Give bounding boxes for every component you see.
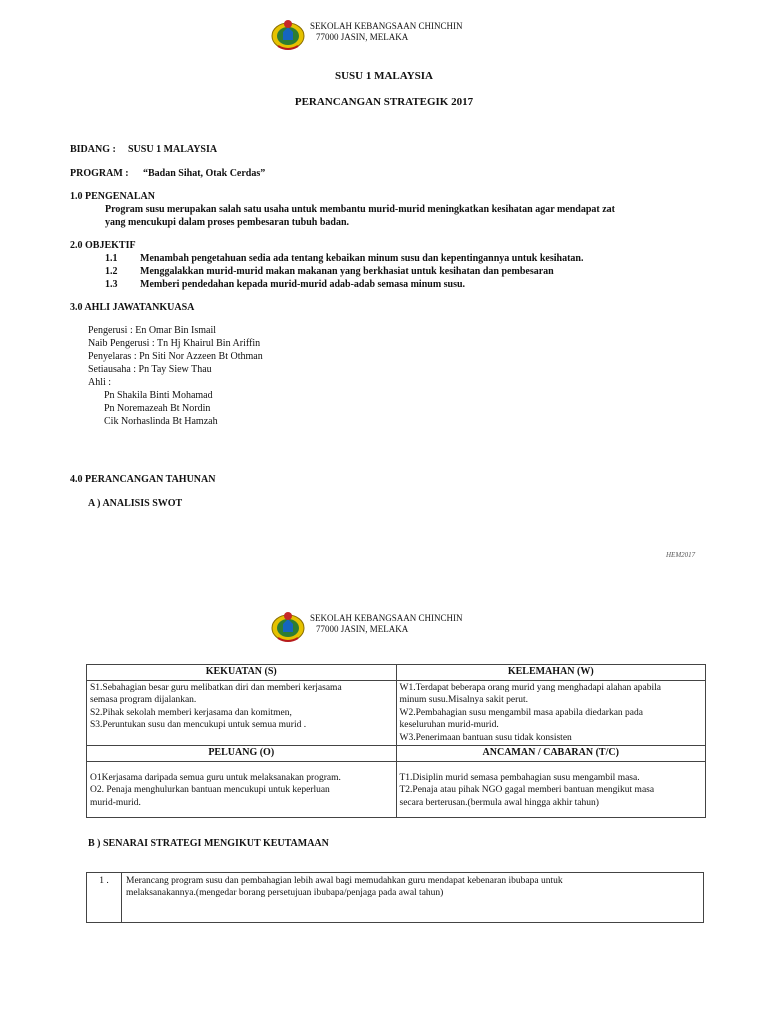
- strategy-line: melaksanakannya.(mengedar borang persetujuan ibubapa/penjaga pada awal tahun): [126, 888, 444, 898]
- pengenalan-line: yang mencukupi dalam proses pembesaran tubuh badan.: [105, 217, 350, 228]
- swot-threats-cell: [396, 761, 706, 818]
- section-ahli-heading: 3.0 AHLI JAWATANKUASA: [70, 302, 195, 313]
- swot-heading: A ) ANALISIS SWOT: [88, 498, 183, 509]
- ahli-line: Naib Pengerusi : Tn Hj Khairul Bin Ariffin: [88, 338, 261, 349]
- strategi-heading: B ) SENARAI STRATEGI MENGIKUT KEUTAMAAN: [88, 838, 329, 849]
- section-pengenalan-heading: 1.0 PENGENALAN: [70, 191, 156, 202]
- doc-title: SUSU 1 MALAYSIA: [334, 70, 433, 82]
- objektif-num: 1.3: [105, 279, 118, 290]
- swot-line: O2. Penaja menghulurkan bantuan mencukupi untuk keperluan: [90, 785, 330, 795]
- swot-line: W3.Penerimaan bantuan susu tidak konsisten: [399, 732, 572, 743]
- objektif-text: Memberi pendedahan kepada murid-murid adab-adab semasa minum susu.: [140, 279, 466, 290]
- swot-weaknesses-header: KELEMAHAN (W): [396, 665, 706, 681]
- strategy-line: Merancang program susu dan pembahagian lebih awal bagi memudahkan guru mendapat kebenaran ibubapa untuk: [126, 876, 563, 886]
- ahli-member: Cik Norhaslinda Bt Hamzah: [104, 416, 218, 427]
- ahli-line: Setiausaha : Pn Tay Siew Thau: [88, 364, 212, 375]
- ahli-member: Pn Shakila Binti Mohamad: [104, 390, 213, 401]
- school-crest-icon: [270, 608, 306, 644]
- objektif-num: 1.2: [105, 266, 118, 277]
- program-label: PROGRAM :: [70, 168, 129, 179]
- school-crest-icon: [270, 16, 306, 52]
- swot-weaknesses-cell: [396, 680, 706, 746]
- swot-line: secara berterusan.(bermula awal hingga akhir tahun): [399, 797, 599, 808]
- ahli-member: Pn Noremazeah Bt Nordin: [104, 403, 211, 414]
- strategy-table: [86, 872, 704, 923]
- bidang-value: SUSU 1 MALAYSIA: [128, 144, 218, 155]
- ahli-line: Pengerusi : En Omar Bin Ismail: [88, 325, 217, 336]
- swot-line: W1.Terdapat beberapa orang murid yang menghadapi alahan apabila: [399, 682, 662, 693]
- doc-subtitle: PERANCANGAN STRATEGIK 2017: [294, 96, 474, 108]
- ahli-line: Ahli :: [88, 377, 112, 388]
- swot-strengths-header: KEKUATAN (S): [87, 665, 397, 681]
- swot-line: O1Kerjasama daripada semua guru untuk melaksanakan program.: [90, 772, 341, 783]
- swot-line: semasa program dijalankan.: [90, 695, 197, 705]
- swot-opportunities-header: PELUANG (O): [87, 746, 397, 762]
- school-name: SEKOLAH KEBANGSAAN CHINCHIN: [310, 613, 463, 623]
- school-name: SEKOLAH KEBANGSAAN CHINCHIN: [310, 21, 463, 31]
- swot-strengths-cell: [87, 680, 397, 746]
- pengenalan-line: Program susu merupakan salah satu usaha untuk membantu murid-murid meningkatkan kesihatan agar mendapat zat: [105, 204, 615, 215]
- swot-line: W2.Pembahagian susu mengambil masa apabila diedarkan pada: [399, 707, 643, 718]
- school-address: 77000 JASIN, MELAKA: [316, 624, 409, 634]
- swot-line: S3.Peruntukan susu dan mencukupi untuk semua murid .: [90, 720, 307, 730]
- section-perancangan-heading: 4.0 PERANCANGAN TAHUNAN: [70, 474, 216, 485]
- swot-opportunities-cell: [87, 761, 397, 818]
- bidang-label: BIDANG :: [70, 144, 116, 155]
- objektif-num: 1.1: [105, 253, 118, 264]
- footer-code: HEM2017: [666, 551, 696, 559]
- swot-line: T1.Disiplin murid semasa pembahagian susu mengambil masa.: [399, 772, 640, 783]
- swot-line: minum susu.Misalnya sakit perut.: [399, 695, 529, 705]
- strategy-num: 1 .: [87, 873, 122, 923]
- swot-line: S2.Pihak sekolah memberi kerjasama dan komitmen,: [90, 707, 292, 718]
- objektif-text: Menggalakkan murid-murid makan makanan yang berkhasiat untuk kesihatan dan pembesaran: [140, 266, 554, 277]
- program-value: “Badan Sihat, Otak Cerdas”: [143, 168, 266, 179]
- section-objektif-heading: 2.0 OBJEKTIF: [70, 240, 136, 251]
- objektif-text: Menambah pengetahuan sedia ada tentang kebaikan minum susu dan kepentingannya untuk kesihatan.: [140, 253, 584, 264]
- ahli-line: Penyelaras : Pn Siti Nor Azzeen Bt Othman: [88, 351, 263, 362]
- swot-line: S1.Sebahagian besar guru melibatkan diri dan memberi kerjasama: [90, 682, 342, 693]
- swot-line: T2.Penaja atau pihak NGO gagal memberi bantuan mengikut masa: [399, 785, 655, 795]
- swot-threats-header: ANCAMAN / CABARAN (T/C): [396, 746, 706, 762]
- table-row: [87, 873, 704, 923]
- swot-line: murid-murid.: [90, 797, 141, 808]
- swot-table: [86, 664, 706, 818]
- strategy-text-cell: [122, 873, 704, 923]
- school-address: 77000 JASIN, MELAKA: [316, 32, 409, 42]
- swot-line: keseluruhan murid-murid.: [399, 720, 499, 730]
